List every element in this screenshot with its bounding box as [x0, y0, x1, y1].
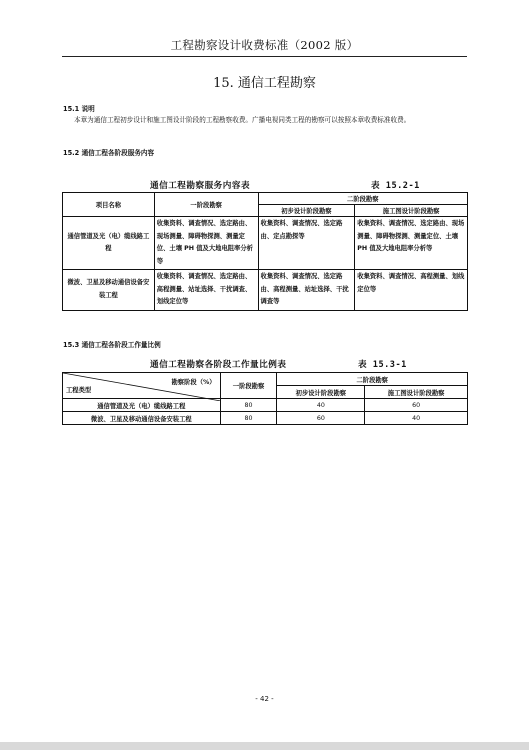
chapter-title: 15. 通信工程勘察	[213, 76, 316, 91]
section-15-3-heading: 15.3 通信工程各阶段工作量比例	[63, 341, 161, 349]
table1-header-one-stage: 一阶段勘察	[154, 193, 258, 217]
table1-header-prelim: 初步设计阶段勘察	[258, 205, 355, 217]
table2-header-one-stage: 一阶段勘察	[220, 373, 277, 399]
table2-row1-type: 通信管道及光（电）缆线路工程	[63, 399, 221, 412]
section-15-1-text: 本章为通信工程初步设计和施工图设计阶段的工程勘察收费。广播电视同类工程的勘察可以按照本章收费标准收费。	[74, 116, 411, 124]
table2-header-type: 工程类型	[66, 387, 92, 394]
table2-header-prelim: 初步设计阶段勘察	[277, 386, 365, 399]
table1-row2-name: 微波、卫星及移动通信设备安装工程	[63, 270, 155, 311]
table2-caption: 通信工程勘察各阶段工作量比例表	[150, 360, 287, 370]
section-15-2-heading: 15.2 通信工程各阶段服务内容	[63, 149, 155, 157]
table1-header-item: 项目名称	[63, 193, 155, 217]
table1-number: 表 15.2-1	[371, 181, 420, 191]
table2-row1-one: 80	[220, 399, 277, 412]
table2-row2-one: 80	[220, 412, 277, 425]
table1-caption: 通信工程勘察服务内容表	[150, 181, 251, 191]
table2-row1-prelim: 40	[277, 399, 365, 412]
table1-row2-prelim: 收集资料、调查情况、选定路由、高程测量、站址选择、干扰调查等	[258, 270, 355, 311]
table2-row2-construct: 40	[365, 412, 468, 425]
table2-row1-construct: 60	[365, 399, 468, 412]
viewer-bottom-bar	[0, 742, 529, 750]
table1-row1-construct: 收集资料、调查情况、选定路由、现场测量、障碍物探测、测量定位、土壤 PH 值及大地电阻率分析等	[355, 217, 468, 270]
table2-row2-type: 微波、卫星及移动通信设备安装工程	[63, 412, 221, 425]
table2-header-two-stage: 二阶段勘察	[277, 373, 468, 386]
table2-diagonal-header	[63, 373, 221, 399]
table2-header-construct: 施工图设计阶段勘察	[365, 386, 468, 399]
table2-row2-prelim: 60	[277, 412, 365, 425]
table1-row1-one: 收集资料、调查情况、选定路由、现场测量、障碍物探测、测量定位、土壤 PH 值及大地电阻率分析等	[154, 217, 258, 270]
table-row	[63, 412, 468, 425]
header-rule	[62, 56, 467, 57]
running-header: 工程勘察设计收费标准（2002 版）	[170, 38, 359, 52]
table1-header-two-stage: 二阶段勘察	[258, 193, 467, 205]
table1-row2-construct: 收集资料、调查情况、高程测量、划线定位等	[355, 270, 468, 311]
table1-header-construct: 施工图设计阶段勘察	[355, 205, 468, 217]
table1-row1-name: 通信管道及光（电）缆线路工程	[63, 217, 155, 270]
section-15-1-heading: 15.1 说明	[63, 105, 95, 113]
table1-row2-one: 收集资料、调查情况、选定路由、高程测量、站址选择、干扰调查、划线定位等	[154, 270, 258, 311]
table2-number: 表 15.3-1	[358, 360, 407, 370]
service-content-table	[62, 192, 468, 311]
page-number: - 42 -	[255, 695, 274, 703]
table-row	[63, 217, 468, 270]
table1-row1-prelim: 收集资料、调查情况、选定路由、定点勘探等	[258, 217, 355, 270]
workload-ratio-table	[62, 372, 468, 425]
table-row	[63, 270, 468, 311]
table2-header-ratio: 勘察阶段（%）	[171, 379, 216, 386]
